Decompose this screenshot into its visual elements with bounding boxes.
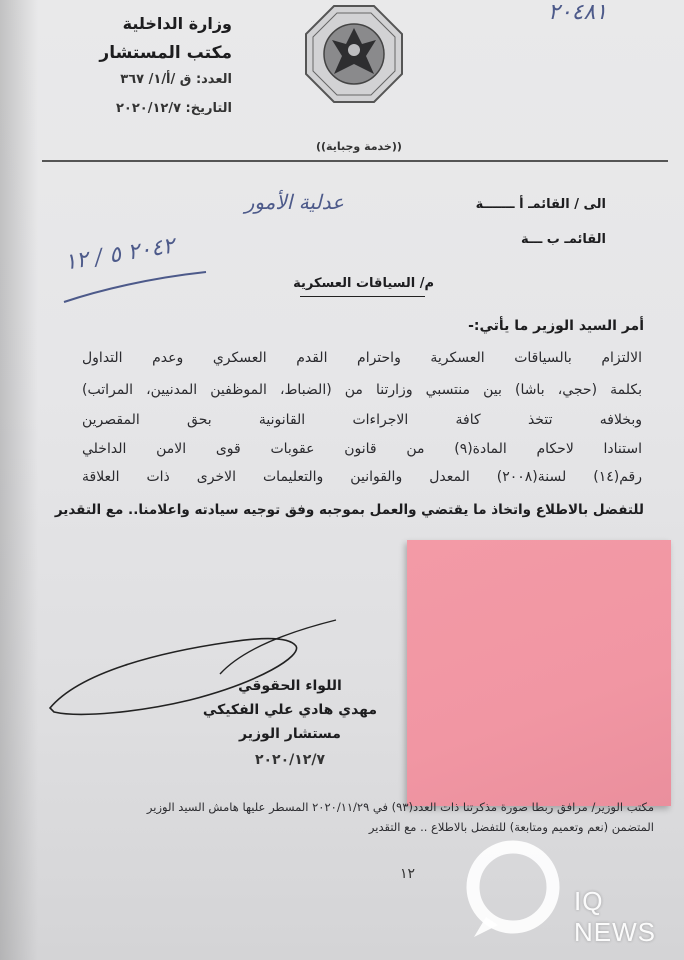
closing-line: للتفضل بالاطلاع واتخاذ ما يقتضي والعمل بموجبه وفق توجيه سيادته واعلامنا.. مع التقدير — [54, 502, 644, 518]
office-name: مكتب المستشار — [99, 43, 232, 63]
reference-line: مكتب الوزير/ مرافق ربطا صورة مذكرتنا ذات العدد(٩٣) في ٢٠٢٠/١١/٢٩ المسطر عليها هامش السيد الوزير — [146, 800, 654, 814]
news-logo-icon — [458, 835, 568, 945]
motto: ((خدمة وجباية)) — [316, 140, 402, 153]
signature-date: ٢٠٢٠/١٢/٧ — [254, 752, 326, 768]
watermark-text: IQ NEWS — [574, 886, 656, 947]
subject-underline — [300, 296, 425, 297]
page-number: ١٢ — [400, 866, 416, 882]
corner-handwritten-number: ٢٠٤٨١ — [548, 0, 608, 25]
header-divider — [42, 160, 668, 162]
body-line: رقم(١٤) لسنة(٢٠٠٨) المعدل والقوانين والتعليمات الاخرى ذات العلاقة — [82, 469, 642, 485]
document-date: التاريخ: ٢٠٢٠/١٢/٧ — [115, 101, 232, 116]
ministry-name: وزارة الداخلية — [122, 14, 232, 33]
signatory-rank: اللواء الحقوقي — [238, 678, 342, 694]
margin-note-underline — [60, 268, 210, 308]
subject-line: م/ السياقات العسكرية — [293, 276, 434, 291]
minister-order-heading: أمر السيد الوزير ما يأتي:- — [468, 318, 644, 334]
reference-footer — [44, 800, 654, 840]
addressee-line: الى / القائمـ أ ـــــــة — [475, 197, 606, 212]
document-number: العدد: ق /أ/١/ ٣٦٧ — [120, 72, 232, 87]
addressee-handwritten: عدلية الأمور — [244, 190, 344, 214]
sticky-note-overlay — [407, 540, 671, 806]
body-line: بكلمة (حجي، باشا) بين منتسبي وزارتنا من (الضباط، الموظفين المدنيين، المراتب) — [82, 382, 642, 398]
document-header — [42, 14, 232, 116]
body-line: وبخلافه تتخذ كافة الاجراءات القانونية بحق المقصرين — [82, 412, 642, 428]
margin-handwritten-note: ٢٠٤٢ ٥ / ١٢ — [62, 233, 177, 276]
signature-block — [180, 678, 400, 768]
body-line: استنادا لاحكام المادة(٩) من قانون عقوبات قوى الامن الداخلي — [82, 441, 642, 457]
ministry-emblem-icon — [304, 4, 404, 104]
signatory-name: مهدي هادي علي الفكيكي — [202, 702, 378, 718]
command-line: القائمـ ب ـــة — [521, 232, 606, 247]
signatory-title: مستشار الوزير — [239, 726, 341, 742]
reference-line: المتضمن (نعم وتعميم ومتابعة) للتفضل بالاطلاع .. مع التقدير — [368, 820, 654, 834]
body-line: الالتزام بالسياقات العسكرية واحترام القدم العسكري وعدم التداول — [82, 350, 642, 366]
